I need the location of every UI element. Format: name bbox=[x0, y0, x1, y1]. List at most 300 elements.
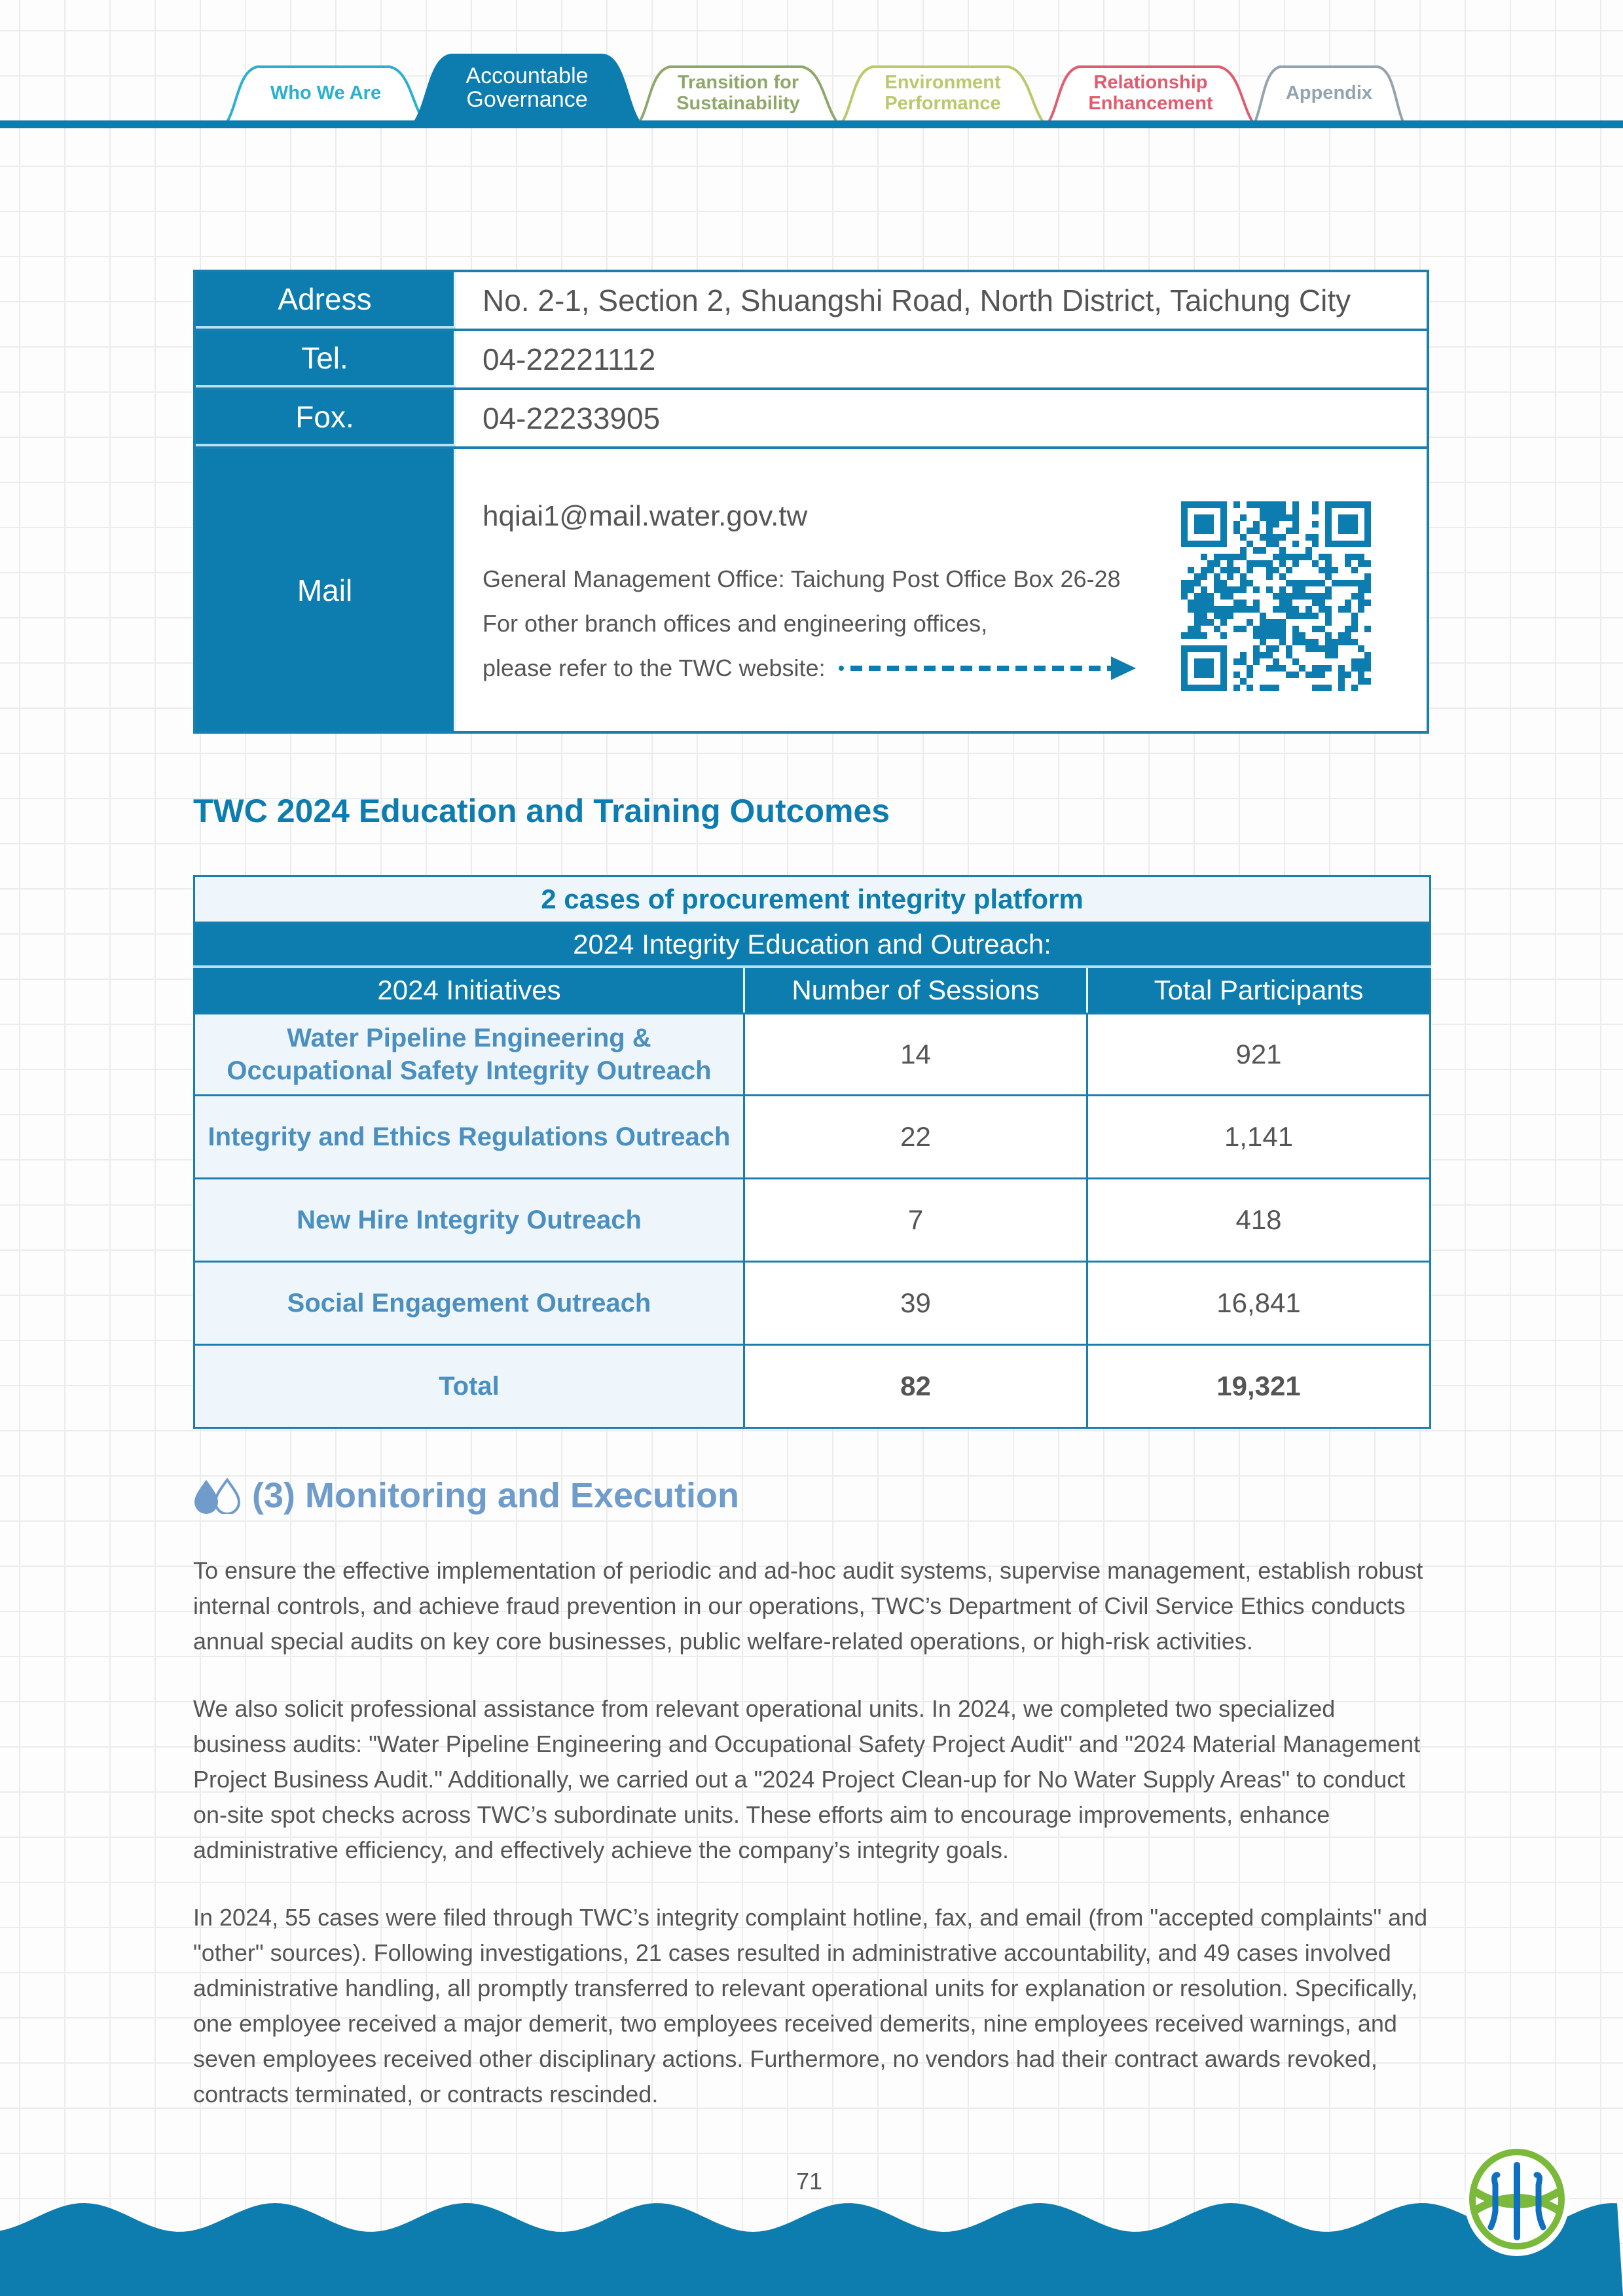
qr-module bbox=[1312, 600, 1319, 606]
qr-module bbox=[1201, 613, 1207, 619]
qr-module bbox=[1279, 514, 1286, 521]
qr-module bbox=[1319, 580, 1325, 586]
qr-module bbox=[1273, 554, 1279, 560]
qr-module bbox=[1319, 685, 1325, 691]
contact-value: 04-22221112 bbox=[456, 331, 1427, 387]
sessions-cell: 39 bbox=[744, 1262, 1087, 1345]
qr-module bbox=[1201, 632, 1207, 639]
qr-module bbox=[1188, 606, 1194, 613]
qr-module bbox=[1279, 501, 1286, 508]
column-header: Total Participants bbox=[1087, 967, 1431, 1014]
qr-module bbox=[1220, 645, 1227, 691]
qr-module bbox=[1194, 600, 1201, 606]
qr-module bbox=[1253, 652, 1260, 658]
qr-module bbox=[1305, 639, 1312, 645]
qr-module bbox=[1325, 541, 1371, 547]
wave-footer-decoration bbox=[0, 2199, 1623, 2296]
qr-module bbox=[1345, 672, 1351, 678]
qr-module bbox=[1358, 645, 1364, 652]
qr-module bbox=[1279, 593, 1286, 600]
qr-module bbox=[1325, 501, 1332, 547]
contact-label: Tel. bbox=[196, 331, 456, 387]
qr-module bbox=[1240, 606, 1247, 613]
body-paragraph: We also solicit professional assistance from relevant operational units. In 2024, we completed two specialized business audits: "Water Pipeline Engineering and Occupational Safety Project Audit" and "2024 Material Management Project Business Audit." Additionally, we carried out a "2024 Project Clean-up for No Water Supply Areas" to conduct on-site spot checks across TWC’s subordinate units. These efforts aim to encourage improvements, enhance administrative efficiency, and effectively achieve the company’s integrity goals. bbox=[193, 1695, 1421, 1863]
qr-module bbox=[1260, 560, 1266, 567]
qr-module bbox=[1214, 580, 1220, 586]
qr-module bbox=[1220, 606, 1227, 613]
qr-module bbox=[1240, 514, 1247, 521]
qr-module bbox=[1181, 580, 1188, 586]
chapter-nav bbox=[0, 0, 1623, 131]
table-row bbox=[194, 1014, 1431, 1096]
qr-module bbox=[1312, 665, 1319, 672]
qr-module bbox=[1201, 554, 1207, 560]
qr-module bbox=[1240, 547, 1247, 554]
qr-module bbox=[1240, 573, 1247, 580]
qr-module bbox=[1188, 632, 1194, 639]
qr-module bbox=[1227, 573, 1233, 580]
qr-module bbox=[1181, 541, 1227, 547]
qr-module bbox=[1312, 613, 1319, 619]
qr-module bbox=[1338, 678, 1345, 685]
qr-module bbox=[1247, 606, 1253, 613]
qr-module bbox=[1364, 580, 1371, 586]
qr-module bbox=[1233, 554, 1240, 560]
qr-module bbox=[1286, 672, 1292, 678]
contact-value: No. 2-1, Section 2, Shuangshi Road, North District, Taichung City bbox=[456, 272, 1427, 329]
qr-module bbox=[1299, 580, 1305, 586]
qr-module bbox=[1299, 639, 1305, 645]
website-ref-row bbox=[483, 655, 1139, 682]
qr-module bbox=[1253, 521, 1260, 528]
qr-module bbox=[1358, 606, 1364, 613]
qr-module bbox=[1305, 613, 1312, 619]
qr-module bbox=[1364, 586, 1371, 593]
qr-module bbox=[1292, 560, 1299, 567]
qr-module bbox=[1345, 632, 1351, 639]
qr-module bbox=[1273, 665, 1279, 672]
qr-module bbox=[1260, 685, 1266, 691]
qr-module bbox=[1312, 685, 1319, 691]
qr-module bbox=[1214, 606, 1220, 613]
tab-label: Environment Performance bbox=[884, 72, 1001, 114]
qr-module bbox=[1325, 632, 1332, 639]
qr-module bbox=[1332, 645, 1338, 652]
qr-module bbox=[1325, 645, 1332, 652]
qr-module bbox=[1273, 501, 1279, 508]
qr-module bbox=[1351, 626, 1358, 632]
qr-module bbox=[1194, 573, 1201, 580]
qr-module bbox=[1253, 547, 1260, 554]
qr-module bbox=[1286, 613, 1292, 619]
qr-module bbox=[1194, 514, 1214, 534]
tab-label: Transition for Sustainability bbox=[676, 72, 800, 114]
qr-module bbox=[1325, 619, 1332, 626]
qr-module bbox=[1364, 560, 1371, 567]
qr-module bbox=[1312, 560, 1319, 567]
qr-module bbox=[1194, 658, 1214, 678]
qr-module bbox=[1247, 541, 1253, 547]
qr-module bbox=[1351, 619, 1358, 626]
qr-module bbox=[1292, 501, 1299, 508]
participants-cell: 921 bbox=[1087, 1014, 1431, 1096]
qr-module bbox=[1286, 645, 1292, 652]
qr-module bbox=[1345, 639, 1351, 645]
qr-module bbox=[1358, 600, 1364, 606]
section-heading-monitoring bbox=[193, 1475, 739, 1516]
qr-module bbox=[1273, 521, 1279, 528]
participants-cell: 418 bbox=[1087, 1179, 1431, 1262]
sessions-cell: 22 bbox=[744, 1096, 1087, 1179]
qr-module bbox=[1201, 586, 1207, 593]
qr-module bbox=[1220, 580, 1227, 586]
qr-module bbox=[1253, 632, 1260, 639]
qr-module bbox=[1305, 593, 1312, 600]
qr-module bbox=[1233, 600, 1240, 606]
qr-module bbox=[1305, 554, 1312, 560]
qr-module bbox=[1227, 560, 1233, 567]
qr-module bbox=[1305, 580, 1312, 586]
qr-module bbox=[1273, 632, 1279, 639]
qr-module bbox=[1338, 639, 1345, 645]
qr-module bbox=[1312, 580, 1319, 586]
qr-module bbox=[1247, 619, 1253, 626]
qr-module bbox=[1240, 554, 1247, 560]
qr-module bbox=[1220, 619, 1227, 626]
qr-module bbox=[1214, 573, 1220, 580]
qr-module bbox=[1351, 639, 1358, 645]
qr-module bbox=[1345, 554, 1351, 560]
qr-module bbox=[1358, 554, 1364, 560]
qr-module bbox=[1240, 580, 1247, 586]
qr-module bbox=[1247, 501, 1253, 508]
qr-module bbox=[1247, 567, 1253, 573]
qr-module bbox=[1292, 672, 1299, 678]
qr-module bbox=[1286, 652, 1292, 658]
qr-module bbox=[1338, 685, 1345, 691]
qr-module bbox=[1351, 665, 1358, 672]
platform-row bbox=[194, 876, 1431, 923]
qr-module bbox=[1279, 632, 1286, 639]
qr-module bbox=[1358, 672, 1364, 678]
qr-module bbox=[1273, 593, 1279, 600]
qr-module bbox=[1233, 672, 1240, 678]
qr-module bbox=[1351, 658, 1358, 665]
qr-module bbox=[1312, 639, 1319, 645]
qr-module bbox=[1319, 554, 1325, 560]
qr-module bbox=[1292, 639, 1299, 645]
nav-divider bbox=[0, 120, 1623, 128]
qr-module bbox=[1253, 606, 1260, 613]
qr-module bbox=[1181, 593, 1188, 600]
qr-module bbox=[1338, 665, 1345, 672]
qr-module bbox=[1292, 632, 1299, 639]
qr-module bbox=[1364, 652, 1371, 658]
qr-module bbox=[1273, 541, 1279, 547]
qr-module bbox=[1279, 547, 1286, 554]
tab-relationship-enhancement[interactable] bbox=[1048, 64, 1254, 122]
qr-module bbox=[1312, 521, 1319, 528]
qr-module bbox=[1233, 501, 1240, 508]
qr-module bbox=[1266, 626, 1273, 632]
qr-module bbox=[1273, 626, 1279, 632]
qr-module bbox=[1305, 672, 1312, 678]
qr-module bbox=[1227, 606, 1233, 613]
qr-module bbox=[1319, 672, 1325, 678]
qr-module bbox=[1260, 619, 1266, 626]
qr-module bbox=[1364, 600, 1371, 606]
qr-module bbox=[1266, 665, 1273, 672]
initiative-cell: Water Pipeline Engineering & Occupational Safety Integrity Outreach bbox=[194, 1014, 744, 1096]
qr-module bbox=[1181, 501, 1188, 547]
total-participants: 19,321 bbox=[1087, 1345, 1431, 1428]
body-paragraph: In 2024, 55 cases were filed through TWC’s integrity complaint hotline, fax, and email (from "accepted complaints" and "other" sources). Following investigations, 21 cases resulted in administrative accountability, and 49 cases involved administrative handling, all promptly transferred to relevant operational units for explanation or resolution. Specifically, one employee received a major demerit, two employees received demerits, nine employees received warnings, and seven employees received other disciplinary actions. Furthermore, no vendors had their contract awards revoked, contracts terminated, or contracts rescinded. bbox=[193, 1904, 1428, 2108]
qr-module bbox=[1220, 586, 1227, 593]
qr-module bbox=[1292, 658, 1299, 665]
qr-module bbox=[1240, 626, 1247, 632]
qr-module bbox=[1266, 508, 1273, 514]
qr-module bbox=[1260, 534, 1266, 541]
qr-module bbox=[1214, 560, 1220, 567]
qr-module bbox=[1207, 560, 1214, 567]
qr-module bbox=[1292, 626, 1299, 632]
qr-module bbox=[1188, 600, 1194, 606]
qr-module bbox=[1201, 573, 1207, 580]
contact-row-mail bbox=[196, 449, 1427, 731]
branch-offices-text: For other branch offices and engineering offices, bbox=[483, 610, 988, 637]
qr-code-icon[interactable] bbox=[1181, 501, 1371, 691]
tab-who-we-are[interactable] bbox=[226, 64, 426, 122]
qr-module bbox=[1325, 586, 1332, 593]
qr-module bbox=[1233, 685, 1240, 691]
contact-label: Mail bbox=[196, 449, 456, 731]
platform-cell: 2 cases of procurement integrity platform bbox=[194, 876, 1431, 923]
qr-module bbox=[1260, 652, 1266, 658]
qr-module bbox=[1358, 586, 1364, 593]
qr-module bbox=[1358, 665, 1364, 672]
qr-module bbox=[1305, 606, 1312, 613]
tab-appendix[interactable] bbox=[1254, 64, 1404, 122]
qr-module bbox=[1273, 514, 1279, 521]
column-header: 2024 Initiatives bbox=[194, 967, 744, 1014]
qr-module bbox=[1292, 613, 1299, 619]
qr-module bbox=[1181, 586, 1188, 593]
contact-value: 04-22233905 bbox=[456, 390, 1427, 446]
qr-module bbox=[1194, 580, 1201, 586]
qr-module bbox=[1240, 652, 1247, 658]
qr-module bbox=[1358, 678, 1364, 685]
page-number: 71 bbox=[796, 2168, 823, 2195]
qr-module bbox=[1292, 580, 1299, 586]
qr-module bbox=[1260, 632, 1266, 639]
qr-module bbox=[1325, 639, 1332, 645]
qr-module bbox=[1312, 541, 1319, 547]
qr-module bbox=[1181, 645, 1188, 691]
table-row bbox=[194, 1262, 1431, 1345]
qr-module bbox=[1325, 501, 1371, 508]
qr-module bbox=[1233, 626, 1240, 632]
qr-module bbox=[1214, 613, 1220, 619]
qr-module bbox=[1338, 580, 1345, 586]
qr-module bbox=[1266, 652, 1273, 658]
qr-module bbox=[1319, 626, 1325, 632]
qr-module bbox=[1338, 606, 1345, 613]
total-sessions: 82 bbox=[744, 1345, 1087, 1428]
qr-module bbox=[1292, 541, 1299, 547]
qr-module bbox=[1358, 560, 1364, 567]
qr-module bbox=[1325, 665, 1332, 672]
qr-module bbox=[1181, 645, 1227, 652]
initiative-cell: Social Engagement Outreach bbox=[194, 1262, 744, 1345]
qr-module bbox=[1364, 658, 1371, 665]
qr-module bbox=[1260, 626, 1266, 632]
section-title-education: TWC 2024 Education and Training Outcomes bbox=[193, 793, 890, 829]
qr-module bbox=[1273, 658, 1279, 665]
table-row bbox=[194, 1179, 1431, 1262]
qr-module bbox=[1253, 600, 1260, 606]
contact-label: Fox. bbox=[196, 390, 456, 446]
qr-module bbox=[1273, 534, 1279, 541]
caption-cell: 2024 Integrity Education and Outreach: bbox=[194, 923, 1431, 967]
qr-module bbox=[1332, 652, 1338, 658]
tab-transition-for-sustainability[interactable] bbox=[638, 64, 838, 122]
qr-module bbox=[1325, 652, 1332, 658]
qr-module bbox=[1266, 534, 1273, 541]
qr-module bbox=[1247, 580, 1253, 586]
qr-module bbox=[1345, 600, 1351, 606]
qr-module bbox=[1260, 514, 1266, 521]
qr-module bbox=[1325, 554, 1332, 560]
tab-label: Accountable Governance bbox=[465, 63, 589, 112]
tab-label: Relationship Enhancement bbox=[1088, 72, 1213, 114]
qr-module bbox=[1338, 632, 1345, 639]
qr-module bbox=[1266, 632, 1273, 639]
qr-module bbox=[1273, 619, 1279, 626]
qr-module bbox=[1181, 632, 1188, 639]
qr-module bbox=[1266, 619, 1273, 626]
qr-module bbox=[1194, 619, 1201, 626]
qr-module bbox=[1279, 600, 1286, 606]
qr-module bbox=[1364, 626, 1371, 632]
qr-module bbox=[1364, 573, 1371, 580]
participants-cell: 1,141 bbox=[1087, 1096, 1431, 1179]
contact-mail-block bbox=[456, 449, 1427, 731]
qr-module bbox=[1325, 560, 1332, 567]
qr-module bbox=[1194, 593, 1201, 600]
qr-module bbox=[1260, 501, 1266, 508]
qr-module bbox=[1273, 645, 1279, 652]
qr-module bbox=[1240, 600, 1247, 606]
contact-row-tel bbox=[196, 331, 1427, 390]
qr-module bbox=[1207, 600, 1214, 606]
qr-module bbox=[1332, 639, 1338, 645]
qr-module bbox=[1207, 567, 1214, 573]
tab-environment-performance[interactable] bbox=[841, 64, 1044, 122]
qr-module bbox=[1273, 567, 1279, 573]
integrity-outreach-table bbox=[193, 875, 1431, 1429]
twc-logo-icon bbox=[1461, 2145, 1573, 2257]
qr-module bbox=[1351, 613, 1358, 619]
qr-module bbox=[1319, 665, 1325, 672]
qr-module bbox=[1227, 567, 1233, 573]
qr-module bbox=[1201, 567, 1207, 573]
qr-module bbox=[1292, 514, 1299, 521]
qr-module bbox=[1299, 665, 1305, 672]
qr-module bbox=[1266, 567, 1273, 573]
qr-module bbox=[1286, 567, 1292, 573]
qr-module bbox=[1292, 521, 1299, 528]
body-paragraph: To ensure the effective implementation of periodic and ad-hoc audit systems, supervise management, establish robust internal controls, and achieve fraud prevention in our operations, TWC’s Department of Civil Service Ethics conducts annual special audits on key core businesses, public welfare-related operations, or high-risk activities. bbox=[193, 1557, 1423, 1655]
qr-module bbox=[1207, 606, 1214, 613]
qr-module bbox=[1220, 632, 1227, 639]
qr-module bbox=[1194, 613, 1201, 619]
qr-module bbox=[1240, 586, 1247, 593]
qr-module bbox=[1312, 593, 1319, 600]
qr-module bbox=[1201, 619, 1207, 626]
qr-module bbox=[1312, 508, 1319, 514]
qr-module bbox=[1253, 626, 1260, 632]
qr-module bbox=[1325, 567, 1332, 573]
qr-module bbox=[1207, 619, 1214, 626]
qr-module bbox=[1312, 534, 1319, 541]
qr-module bbox=[1332, 580, 1338, 586]
qr-module bbox=[1286, 593, 1292, 600]
qr-module bbox=[1227, 554, 1233, 560]
qr-module bbox=[1325, 613, 1332, 619]
qr-module bbox=[1292, 508, 1299, 514]
qr-module bbox=[1273, 606, 1279, 613]
qr-module bbox=[1194, 632, 1201, 639]
qr-module bbox=[1312, 645, 1319, 652]
qr-module bbox=[1220, 593, 1227, 600]
qr-module bbox=[1207, 593, 1214, 600]
dashed-arrow-icon bbox=[837, 655, 1139, 681]
qr-module bbox=[1305, 534, 1312, 541]
qr-module bbox=[1312, 626, 1319, 632]
qr-module bbox=[1273, 685, 1279, 691]
qr-module bbox=[1201, 606, 1207, 613]
qr-module bbox=[1227, 613, 1233, 619]
caption-row bbox=[194, 923, 1431, 967]
qr-module bbox=[1279, 560, 1286, 567]
qr-module bbox=[1260, 639, 1266, 645]
qr-module bbox=[1279, 554, 1286, 560]
qr-module bbox=[1220, 567, 1227, 573]
qr-module bbox=[1233, 658, 1240, 665]
qr-module bbox=[1351, 554, 1358, 560]
qr-module bbox=[1253, 658, 1260, 665]
qr-module bbox=[1279, 619, 1286, 626]
qr-module bbox=[1266, 514, 1273, 521]
qr-module bbox=[1273, 508, 1279, 514]
qr-module bbox=[1240, 658, 1247, 665]
qr-module bbox=[1358, 580, 1364, 586]
qr-module bbox=[1233, 528, 1240, 534]
qr-module bbox=[1325, 593, 1332, 600]
qr-module bbox=[1253, 645, 1260, 652]
qr-module bbox=[1214, 554, 1220, 560]
qr-module bbox=[1286, 528, 1292, 534]
tab-accountable-governance[interactable] bbox=[412, 52, 642, 123]
qr-module bbox=[1319, 600, 1325, 606]
qr-module bbox=[1299, 632, 1305, 639]
header-row bbox=[194, 967, 1431, 1014]
qr-module bbox=[1299, 613, 1305, 619]
qr-module bbox=[1214, 626, 1220, 632]
qr-module bbox=[1266, 541, 1273, 547]
email-link[interactable]: hqiai1@mail.water.gov.tw bbox=[483, 500, 808, 532]
qr-module bbox=[1358, 658, 1364, 665]
